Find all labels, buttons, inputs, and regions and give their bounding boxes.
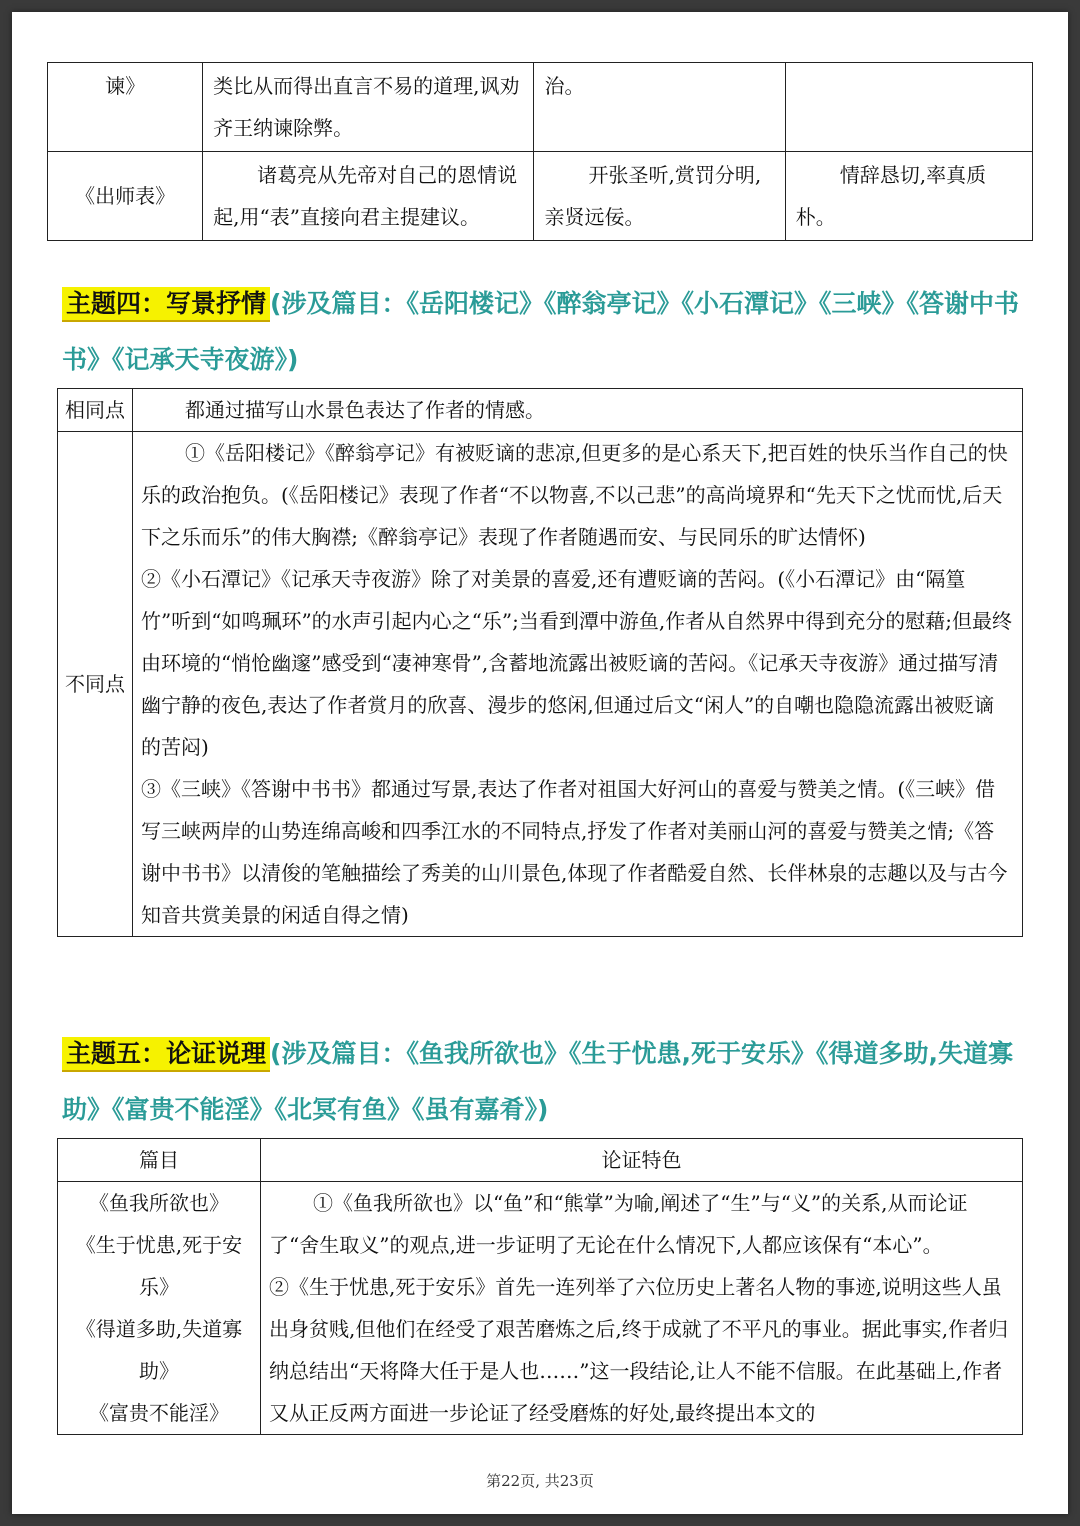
table-header-row — [58, 1139, 1023, 1182]
theme-cell: 治。 — [534, 63, 785, 152]
work-title: 《得道多助,失道寡助》 — [75, 1317, 243, 1383]
theme-five-tag: 主题五：论证说理 — [62, 1037, 270, 1072]
same-point-label: 相同点 — [58, 389, 133, 432]
theme-four-tag: 主题四：写景抒情 — [62, 287, 270, 322]
same-point-text: 都通过描写山水景色表达了作者的情感。 — [133, 389, 1023, 432]
difference-text — [133, 432, 1023, 937]
table-row — [58, 389, 1023, 432]
theme-cell: 开张圣听,赏罚分明,亲贤远佞。 — [534, 152, 785, 241]
theme-five-table — [57, 1138, 1023, 1435]
theme-four-heading — [62, 276, 1022, 388]
table-row — [48, 63, 1033, 152]
theme-four-table — [57, 388, 1023, 937]
difference-paragraph: ①《岳阳楼记》《醉翁亭记》有被贬谪的悲凉,但更多的是心系天下,把百姓的快乐当作自己的快乐的政治抱负。(《岳阳楼记》表现了作者“不以物喜,不以己悲”的高尚境界和“先天下之忧而忧,后天下之乐而乐”的伟大胸襟;《醉翁亭记》表现了作者随遇而安、与民同乐的旷达情怀) — [141, 441, 1008, 549]
column-header-works: 篇目 — [58, 1139, 261, 1182]
difference-paragraph: ②《小石潭记》《记承天寺夜游》除了对美景的喜爱,还有遭贬谪的苦闷。(《小石潭记》由“隔篁竹”听到“如鸣珮环”的水声引起内心之“乐”;当看到潭中游鱼,作者从自然界中得到充分的慰藉;但最终由环境的“悄怆幽邃”感受到“凄神寒骨”,含蓄地流露出被贬谪的苦闷。《记承天寺夜游》通过描写清幽宁静的夜色,表达了作者赏月的欣喜、漫步的悠闲,但通过后文“闲人”的自嘲也隐隐流露出被贬谪的苦闷) — [141, 567, 1012, 759]
feature-paragraph: ①《鱼我所欲也》以“鱼”和“熊掌”为喻,阐述了“生”与“义”的关系,从而论证了“舍生取义”的观点,进一步证明了无论在什么情况下,人都应该保有“本心”。 — [269, 1191, 968, 1257]
work-titles-cell — [58, 1182, 261, 1435]
difference-paragraph: ③《三峡》《答谢中书书》都通过写景,表达了作者对祖国大好河山的喜爱与赞美之情。(《三峡》借写三峡两岸的山势连绵高峻和四季江水的不同特点,抒发了作者对美丽山河的喜爱与赞美之情;《答谢中书书》以清俊的笔触描绘了秀美的山川景色,体现了作者酷爱自然、长伴林泉的志趣以及与古今知音共赏美景的闲适自得之情) — [141, 777, 1008, 927]
feature-paragraph: ②《生于忧患,死于安乐》首先一连列举了六位历史上著名人物的事迹,说明这些人虽出身贫贱,但他们在经受了艰苦磨炼之后,终于成就了不平凡的事业。据此事实,作者归纳总结出“天将降大任于是人也……”这一段结论,让人不能不信服。在此基础上,作者又从正反两方面进一步论证了经受磨炼的好处,最终提出本文的 — [269, 1275, 1009, 1425]
argument-features-cell — [261, 1182, 1023, 1435]
table-row — [58, 1182, 1023, 1435]
text-title-cell: 《出师表》 — [48, 152, 203, 241]
theme-five-works: (涉及篇目：《鱼我所欲也》《生于忧患,死于安乐》《得道多助,失道寡助》《富贵不能淫》《北冥有鱼》《虽有嘉肴》) — [62, 1039, 1013, 1124]
language-cell: 情辞恳切,率真质朴。 — [785, 152, 1032, 241]
comparison-table-top — [47, 62, 1033, 241]
work-title: 《生于忧患,死于安乐》 — [75, 1233, 243, 1299]
text-title-cell: 谏》 — [48, 63, 203, 152]
language-cell — [785, 63, 1032, 152]
work-title: 《鱼我所欲也》 — [89, 1191, 229, 1215]
page-number: 第22页, 共23页 — [486, 1472, 594, 1490]
document-page — [12, 12, 1068, 1514]
work-title: 《富贵不能淫》 — [89, 1401, 229, 1425]
column-header-features: 论证特色 — [261, 1139, 1023, 1182]
theme-five-heading — [62, 1026, 1022, 1138]
theme-four-works: (涉及篇目：《岳阳楼记》《醉翁亭记》《小石潭记》《三峡》《答谢中书书》《记承天寺夜游》) — [62, 289, 1019, 374]
table-row — [48, 152, 1033, 241]
content-cell: 诸葛亮从先帝对自己的恩情说起,用“表”直接向君主提建议。 — [203, 152, 534, 241]
difference-label: 不同点 — [58, 432, 133, 937]
content-cell: 类比从而得出直言不易的道理,讽劝齐王纳谏除弊。 — [203, 63, 534, 152]
table-row — [58, 432, 1023, 937]
